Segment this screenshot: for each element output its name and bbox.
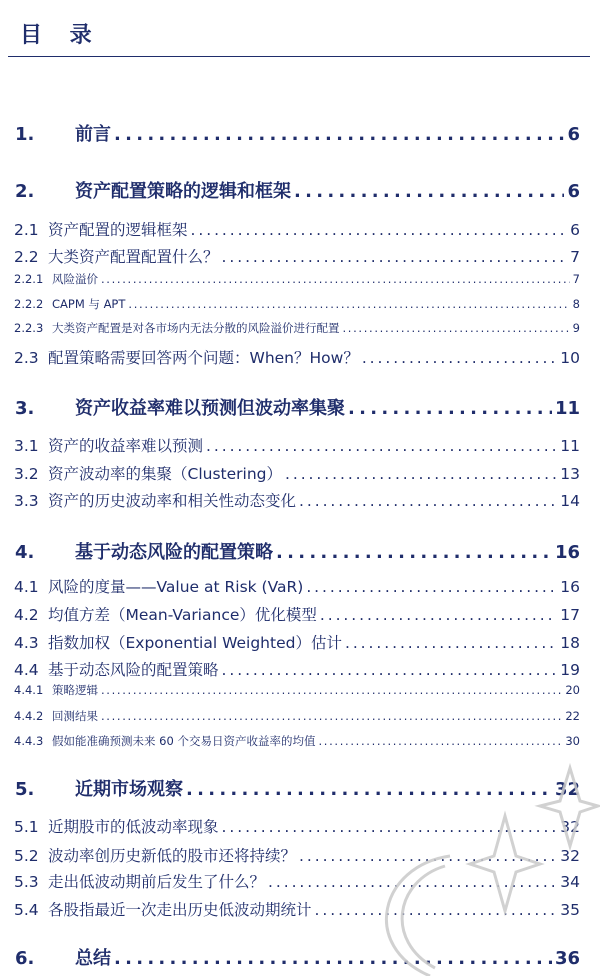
toc-entry-label: 资产收益率难以预测但波动率集聚 bbox=[75, 398, 345, 419]
toc-entry-number: 5.4 bbox=[14, 901, 39, 919]
toc-entry-4[interactable] bbox=[0, 538, 600, 564]
toc-entry-2-2-3[interactable] bbox=[0, 320, 600, 336]
toc-entry-1[interactable] bbox=[0, 120, 600, 146]
toc-entry-label: 回测结果 bbox=[52, 709, 98, 723]
toc-entry-page: 34 bbox=[560, 873, 580, 891]
toc-entry-label: 基于动态风险的配置策略 bbox=[48, 661, 219, 679]
toc-entry-label: 资产配置策略的逻辑和框架 bbox=[75, 181, 291, 202]
toc-entry-label: 策略逻辑 bbox=[52, 683, 98, 697]
toc-entry-label: 配置策略需要回答两个问题：When？How？ bbox=[48, 349, 359, 367]
toc-entry-page: 35 bbox=[560, 901, 580, 919]
toc-entry-4-4[interactable] bbox=[0, 658, 600, 680]
toc-entry-3-1[interactable] bbox=[0, 434, 600, 456]
toc-entry-3[interactable] bbox=[0, 394, 600, 420]
toc-entry-page: 17 bbox=[560, 606, 580, 624]
toc-entry-label: 假如能准确预测未来 60 个交易日资产收益率的均值 bbox=[52, 734, 316, 748]
toc-entry-5-3[interactable] bbox=[0, 870, 600, 892]
toc-entry-3-2[interactable] bbox=[0, 462, 600, 484]
toc-entry-label: 风险的度量——Value at Risk (VaR) bbox=[48, 578, 304, 596]
toc-entry-page: 10 bbox=[560, 349, 580, 367]
toc-entry-page: 11 bbox=[560, 437, 580, 455]
toc-entry-label: 近期股市的低波动率现象 bbox=[48, 818, 219, 836]
toc-entry-number: 5.2 bbox=[14, 847, 39, 865]
dot-leader bbox=[114, 948, 552, 969]
toc-entry-label: 波动率创历史新低的股市还将持续？ bbox=[48, 847, 297, 865]
toc-entry-5-2[interactable] bbox=[0, 844, 600, 866]
toc-entry-page: 13 bbox=[560, 465, 580, 483]
toc-entry-2-2-1[interactable] bbox=[0, 271, 600, 287]
toc-entry-page: 7 bbox=[570, 248, 580, 266]
toc-entry-label: 各股指最近一次走出历史低波动期统计 bbox=[48, 901, 312, 919]
toc-entry-number: 1. bbox=[15, 124, 35, 145]
toc-entry-label: 走出低波动期前后发生了什么？ bbox=[48, 873, 266, 891]
toc-entry-number: 5.1 bbox=[14, 818, 39, 836]
toc-entry-label: 近期市场观察 bbox=[75, 779, 183, 800]
dot-leader bbox=[101, 272, 570, 286]
dot-leader bbox=[101, 709, 562, 723]
toc-entry-number: 6. bbox=[15, 948, 35, 969]
toc-entry-number: 2.2.1 bbox=[14, 272, 44, 286]
toc-entry-number: 3.3 bbox=[14, 492, 39, 510]
toc-entry-5-4[interactable] bbox=[0, 898, 600, 920]
toc-entry-number: 2.2 bbox=[14, 248, 39, 266]
toc-entry-label: 大类资产配置配置什么？ bbox=[48, 248, 219, 266]
dot-leader bbox=[306, 578, 557, 596]
toc-entry-number: 2.2.3 bbox=[14, 321, 44, 335]
toc-entry-4-4-3[interactable] bbox=[0, 733, 600, 749]
toc-entry-page: 32 bbox=[560, 818, 580, 836]
toc-entry-4-2[interactable] bbox=[0, 603, 600, 625]
dot-leader bbox=[285, 465, 557, 483]
toc-entry-4-3[interactable] bbox=[0, 631, 600, 653]
toc-entry-label: 资产的收益率难以预测 bbox=[48, 437, 204, 455]
toc-entry-label: 资产的历史波动率和相关性动态变化 bbox=[48, 492, 297, 510]
toc-entry-2-2-2[interactable] bbox=[0, 296, 600, 312]
toc-entry-number: 4.4.3 bbox=[14, 734, 44, 748]
toc-entry-number: 4.3 bbox=[14, 634, 39, 652]
toc-entry-page: 6 bbox=[567, 124, 580, 145]
dot-leader bbox=[299, 847, 557, 865]
toc-entry-5-1[interactable] bbox=[0, 815, 600, 837]
toc-entry-6[interactable] bbox=[0, 944, 600, 970]
toc-entry-label: 大类资产配置是对各市场内无法分散的风险溢价进行配置 bbox=[52, 321, 340, 335]
dot-leader bbox=[222, 818, 558, 836]
toc-entry-4-4-1[interactable] bbox=[0, 682, 600, 698]
toc-entry-2[interactable] bbox=[0, 177, 600, 203]
toc-entry-page: 36 bbox=[554, 948, 580, 969]
dot-leader bbox=[268, 873, 557, 891]
page-title: 目 录 bbox=[20, 23, 102, 48]
toc-entry-page: 9 bbox=[572, 321, 580, 335]
toc-entry-label: 资产配置的逻辑框架 bbox=[48, 221, 188, 239]
toc-entry-number: 3. bbox=[15, 398, 35, 419]
toc-entry-number: 4.4 bbox=[14, 661, 39, 679]
toc-entry-4-4-2[interactable] bbox=[0, 708, 600, 724]
toc-entry-label: 指数加权（Exponential Weighted）估计 bbox=[48, 634, 342, 652]
toc-entry-page: 16 bbox=[560, 578, 580, 596]
toc-entry-page: 32 bbox=[554, 779, 580, 800]
dot-leader bbox=[343, 321, 570, 335]
toc-entry-number: 2.1 bbox=[14, 221, 39, 239]
toc-entry-number: 4.4.1 bbox=[14, 683, 44, 697]
toc-entry-label: 资产波动率的集聚（Clustering） bbox=[48, 465, 282, 483]
toc-entry-number: 5. bbox=[15, 779, 35, 800]
dot-leader bbox=[276, 542, 552, 563]
dot-leader bbox=[318, 734, 562, 748]
toc-entry-number: 3.1 bbox=[14, 437, 39, 455]
toc-entry-page: 32 bbox=[560, 847, 580, 865]
toc-entry-number: 2. bbox=[15, 181, 35, 202]
toc-entry-label: 基于动态风险的配置策略 bbox=[75, 542, 273, 563]
dot-leader bbox=[348, 398, 552, 419]
toc-entry-label: 均值方差（Mean-Variance）优化模型 bbox=[48, 606, 317, 624]
toc-entry-page: 7 bbox=[572, 272, 580, 286]
dot-leader bbox=[362, 349, 557, 367]
toc-entry-page: 30 bbox=[565, 734, 580, 748]
toc-entry-page: 11 bbox=[554, 398, 580, 419]
toc-entry-number: 4. bbox=[15, 542, 35, 563]
dot-leader bbox=[320, 606, 557, 624]
toc-entry-2-1[interactable] bbox=[0, 218, 600, 240]
toc-entry-number: 4.4.2 bbox=[14, 709, 44, 723]
toc-entry-number: 2.2.2 bbox=[14, 297, 44, 311]
toc-entry-5[interactable] bbox=[0, 775, 600, 801]
toc-entry-label: 前言 bbox=[75, 124, 111, 145]
dot-leader bbox=[299, 492, 557, 510]
dot-leader bbox=[128, 297, 569, 311]
toc-entry-2-3[interactable] bbox=[0, 346, 600, 368]
toc-entry-label: 风险溢价 bbox=[52, 272, 98, 286]
toc-entry-page: 6 bbox=[567, 181, 580, 202]
dot-leader bbox=[345, 634, 557, 652]
dot-leader bbox=[206, 437, 557, 455]
dot-leader bbox=[191, 221, 568, 239]
toc-entry-label: 总结 bbox=[75, 948, 111, 969]
toc-entry-2-2[interactable] bbox=[0, 245, 600, 267]
dot-leader bbox=[186, 779, 552, 800]
toc-entry-page: 22 bbox=[565, 709, 580, 723]
toc-entry-number: 3.2 bbox=[14, 465, 39, 483]
toc-entry-number: 5.3 bbox=[14, 873, 39, 891]
dot-leader bbox=[101, 683, 562, 697]
dot-leader bbox=[315, 901, 558, 919]
toc-entry-number: 2.3 bbox=[14, 349, 39, 367]
toc-entry-page: 19 bbox=[560, 661, 580, 679]
toc-entry-label: CAPM 与 APT bbox=[52, 297, 126, 311]
toc-entry-page: 6 bbox=[570, 221, 580, 239]
toc-entry-page: 16 bbox=[554, 542, 580, 563]
toc-entry-number: 4.2 bbox=[14, 606, 39, 624]
toc-entry-4-1[interactable] bbox=[0, 575, 600, 597]
dot-leader bbox=[294, 181, 564, 202]
toc-entry-page: 8 bbox=[572, 297, 580, 311]
dot-leader bbox=[222, 248, 568, 266]
toc-entry-page: 20 bbox=[565, 683, 580, 697]
toc-entry-number: 4.1 bbox=[14, 578, 39, 596]
dot-leader bbox=[114, 124, 564, 145]
dot-leader bbox=[222, 661, 558, 679]
toc-entry-3-3[interactable] bbox=[0, 489, 600, 511]
toc-entry-page: 18 bbox=[560, 634, 580, 652]
toc-entry-page: 14 bbox=[560, 492, 580, 510]
